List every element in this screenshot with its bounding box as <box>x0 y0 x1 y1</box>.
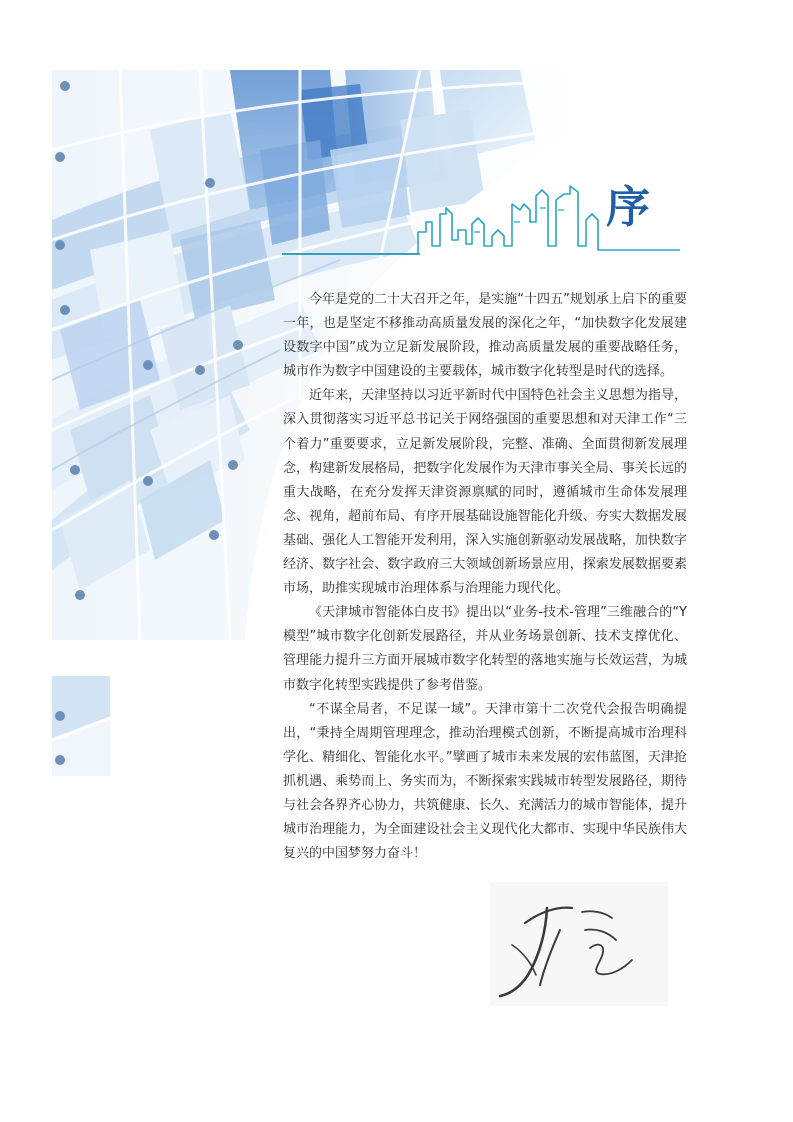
preface-heading: 序 <box>606 182 650 233</box>
paragraph-1: 今年是党的二十大召开之年，是实施“十四五”规划承上启下的重要一年，也是坚定不移推动高质量发展的深化之年，“加快数字化发展建设数字中国”成为立足新发展阶段，推动高质量发展的重要战略任务，城市作为数字中国建设的主要载体，城市数字化转型是时代的选择。 <box>283 292 687 380</box>
paragraph-3: 《天津城市智能体白皮书》提出以“业务-技术-管理”三维融合的“Y模型”城市数字化创新发展路径，并从业务场景创新、技术支撑优化、管理能力提升三方面开展城市数字化转型的落地实施与长效运营，为城市数字化转型实践提供了参考借鉴。 <box>283 605 687 693</box>
paragraph-4: “不谋全局者，不足谋一域”。天津市第十二次党代会报告明确提出，“秉持全周期管理理念，推动治理模式创新，不断提高城市治理科学化、精细化、智能化水平。”擘画了城市未来发展的宏伟蓝图，天津抢抓机遇、乘势而上、务实而为，不断探索实践城市转型发展路径，期待与社会各界齐心协力，共筑健康、长久、充满活力的城市智能体，提升城市治理能力，为全面建设社会主义现代化大都市、实现中华民族伟大复兴的中国梦努力奋斗！ <box>283 701 687 862</box>
paragraph-2: 近年来，天津坚持以习近平新时代中国特色社会主义思想为指导，深入贯彻落实习近平总书记关于网络强国的重要思想和对天津工作“三个着力”重要要求，立足新发展阶段，完整、准确、全面贯彻新发展理念，构建新发展格局，把数字化发展作为天津市事关全局、事关长远的重大战略，在充分发挥天津资源禀赋的同时，遵循城市生命体发展理念、视角，超前布局、有序开展基础设施智能化升级、夯实大数据发展基础、强化人工智能开发利用，深入实施创新驱动发展战略，加快数字经济、数字社会、数字政府三大领域创新场景应用，探索发展数据要素市场，助推实现城市治理体系与治理能力现代化。 <box>283 388 687 597</box>
arc-fragment-lower <box>52 676 110 776</box>
preface-body <box>283 288 687 866</box>
signature-image <box>490 882 668 1006</box>
